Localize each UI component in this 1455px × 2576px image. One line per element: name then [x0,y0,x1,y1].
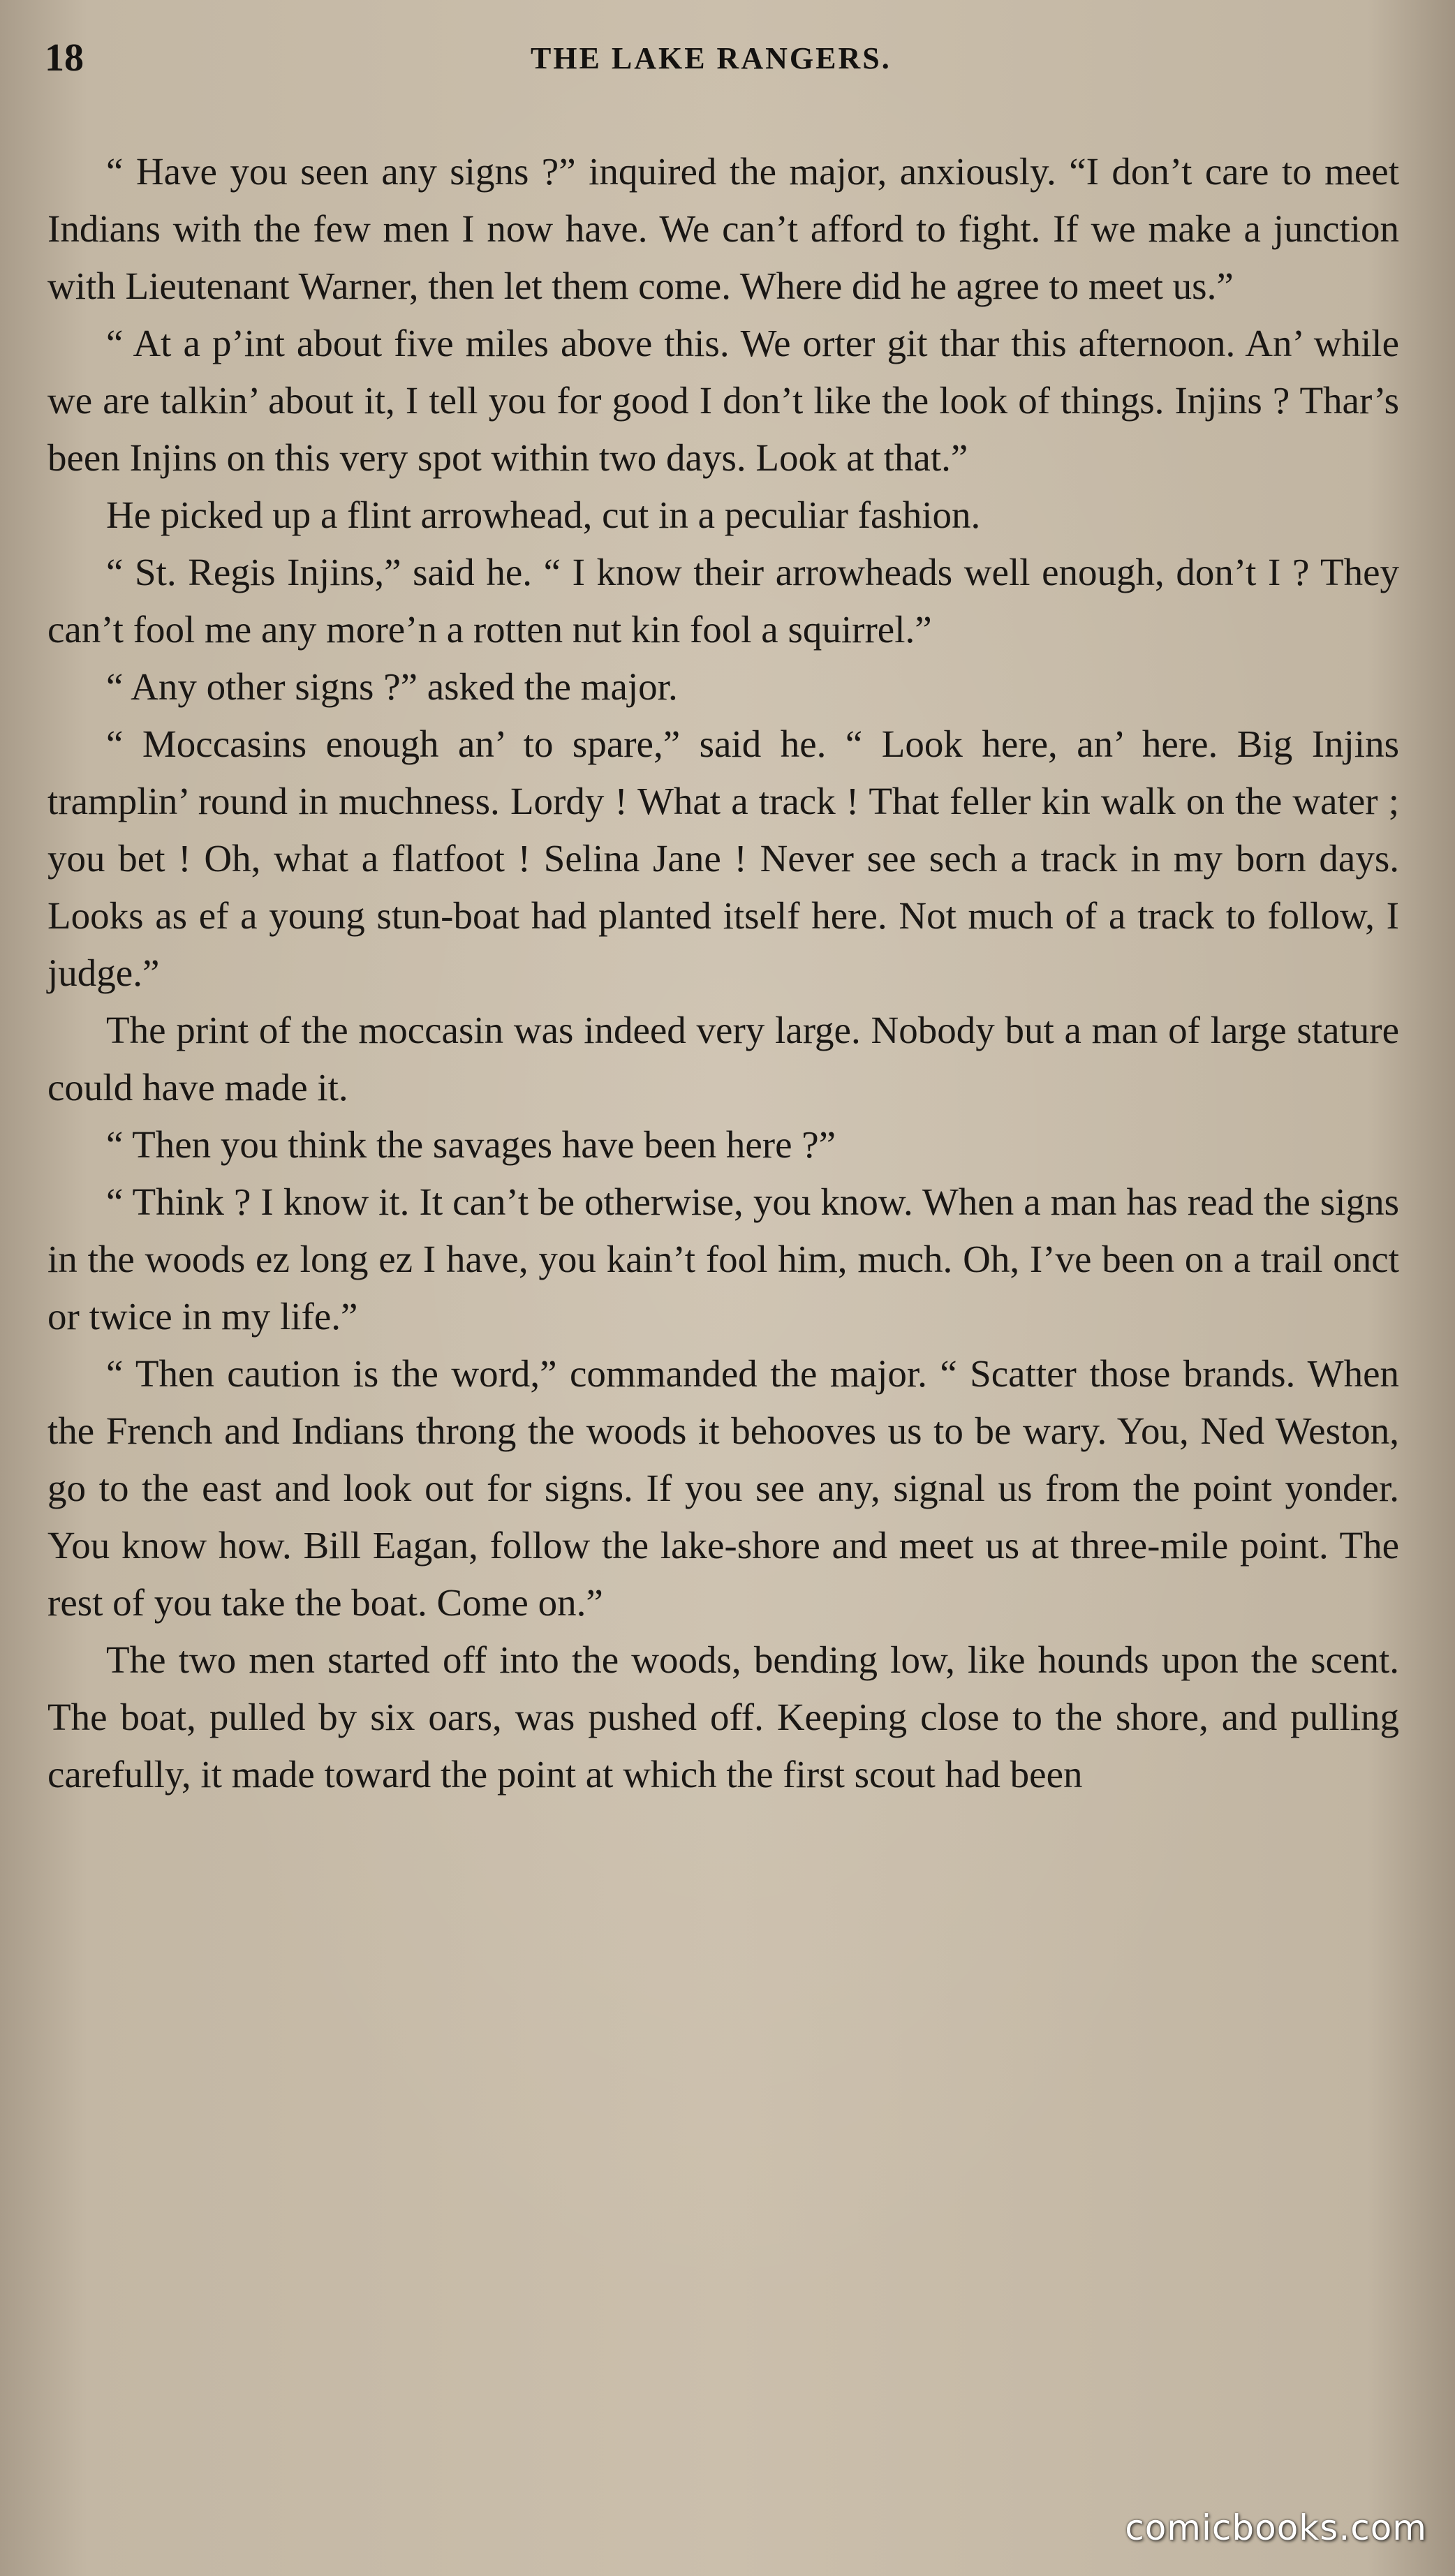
running-head: THE LAKE RANGERS. [530,40,892,75]
body-text [47,143,1399,1803]
paragraph: “ At a p’int about five miles above this. We orter git thar this afternoon. An’ while we are talkin’ about it, I tell you for good I don’t like the look of things. Injins ? Thar’s been Injins on this very spot within two days. Look at that.” [47,322,1399,479]
paragraph: The print of the moccasin was indeed very large. Nobody but a man of large stature could have made it. [47,1009,1399,1109]
paragraph: “ Have you seen any signs ?” inquired the major, anxiously. “I don’t care to meet Indians with the few men I now have. We can’t afford to fight. If we make a junction with Lieutenant Warner, then let them come. Where did he agree to meet us.” [47,150,1399,307]
paragraph: “ Then you think the savages have been here ?” [106,1123,836,1166]
paragraph: “ Moccasins enough an’ to spare,” said he. “ Look here, an’ here. Big Injins tramplin’ round in muchness. Lordy ! What a track ! That feller kin walk on the water ; you bet ! Oh, what a flatfoot ! Selina Jane ! Never see sech a track in my born days. Looks as ef a young stun-boat had planted itself here. Not much of a track to follow, I judge.” [47,723,1399,994]
page-number: 18 [45,36,84,80]
page-header [45,34,1406,82]
paragraph: “ Think ? I know it. It can’t be otherwise, you know. When a man has read the signs in the woods ez long ez I have, you kain’t fool him, much. Oh, I’ve been on a trail onct or twice in my life.” [47,1180,1399,1338]
paragraph: The two men started off into the woods, bending low, like hounds upon the scent. The boat, pulled by six oars, was pushed off. Keeping close to the shore, and pulling carefully, it made toward the point at which the first scout had been [47,1638,1399,1796]
site-watermark: comicbooks.com [1125,2508,1427,2548]
paragraph: “ Any other signs ?” asked the major. [106,665,678,708]
paragraph: He picked up a flint arrowhead, cut in a peculiar fashion. [106,494,981,536]
paragraph: “ Then caution is the word,” commanded the major. “ Scatter those brands. When the French and Indians throng the woods it behooves us to be wary. You, Ned Weston, go to the east and look out for signs. If you see any, signal us from the point yonder. You know how. Bill Eagan, follow the lake-shore and meet us at three-mile point. The rest of you take the boat. Come on.” [47,1352,1399,1624]
paragraph: “ St. Regis Injins,” said he. “ I know their arrowheads well enough, don’t I ? They can’t fool me any more’n a rotten nut kin fool a squirrel.” [47,551,1399,651]
